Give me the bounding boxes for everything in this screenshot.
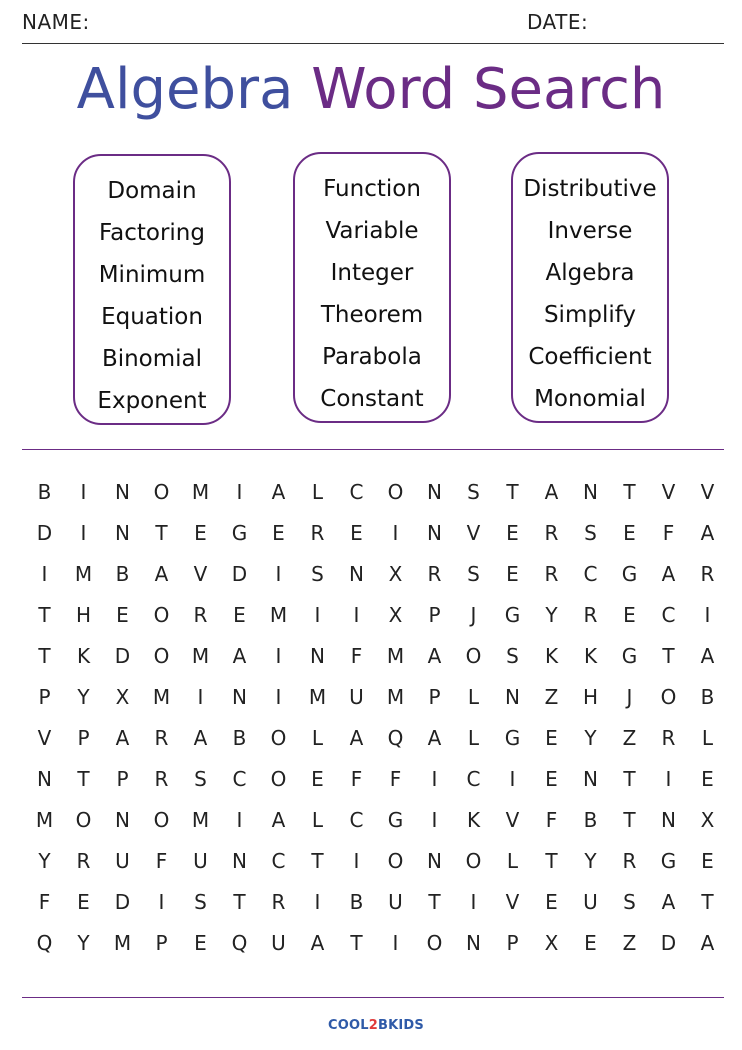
grid-cell[interactable]: N	[583, 766, 598, 791]
grid-cell[interactable]: E	[506, 561, 519, 586]
grid-cell[interactable]: A	[115, 725, 130, 750]
grid-cell[interactable]: P	[38, 684, 51, 709]
grid-cell[interactable]: L	[506, 848, 519, 873]
grid-row	[25, 922, 727, 963]
grid-cell[interactable]: D	[36, 520, 53, 545]
grid-cell[interactable]: D	[114, 889, 131, 914]
grid-cell[interactable]: X	[700, 807, 715, 832]
grid-cell[interactable]: S	[194, 766, 207, 791]
grid-cell[interactable]: M	[191, 807, 210, 832]
grid-cell[interactable]: F	[545, 807, 558, 832]
logo-text-2: 2	[368, 1018, 378, 1033]
grid-cell[interactable]: T	[623, 479, 636, 504]
grid-cell[interactable]: Q	[387, 725, 404, 750]
word-list-item: Equation	[101, 304, 203, 330]
grid-cell[interactable]: T	[77, 766, 90, 791]
grid-cell[interactable]: B	[232, 725, 247, 750]
grid-cell[interactable]: M	[152, 684, 171, 709]
grid-cell[interactable]: F	[350, 643, 363, 668]
grid-cell[interactable]: E	[116, 602, 129, 627]
grid-cell[interactable]: I	[236, 807, 243, 832]
grid-cell[interactable]: N	[349, 561, 364, 586]
grid-cell[interactable]: N	[505, 684, 520, 709]
grid-cell[interactable]: E	[194, 520, 207, 545]
grid-cell[interactable]: V	[193, 561, 208, 586]
grid-cell[interactable]: I	[665, 766, 672, 791]
word-list-item: Theorem	[320, 302, 424, 328]
grid-cell[interactable]: R	[622, 848, 637, 873]
grid-cell[interactable]: I	[80, 520, 87, 545]
grid-cell[interactable]: S	[311, 561, 324, 586]
word-list-column-2	[293, 152, 451, 423]
word-list-item: Exponent	[97, 388, 207, 414]
grid-cell[interactable]: L	[467, 684, 480, 709]
word-list-item: Variable	[325, 218, 419, 244]
grid-cell[interactable]: E	[545, 725, 558, 750]
grid-cell[interactable]: P	[116, 766, 129, 791]
header-row	[22, 10, 724, 40]
grid-cell[interactable]: M	[113, 930, 132, 955]
grid-row	[25, 717, 727, 758]
grid-cell[interactable]: P	[428, 602, 441, 627]
grid-cell[interactable]: T	[428, 889, 441, 914]
grid-cell[interactable]: N	[115, 479, 130, 504]
grid-cell[interactable]: G	[231, 520, 248, 545]
grid-cell[interactable]: A	[427, 643, 442, 668]
grid-cell[interactable]: O	[153, 643, 170, 668]
grid-cell[interactable]: P	[428, 684, 441, 709]
grid-cell[interactable]: C	[232, 766, 247, 791]
name-label: NAME:	[22, 10, 90, 34]
grid-row	[25, 676, 727, 717]
grid-cell[interactable]: Q	[231, 930, 248, 955]
site-logo	[328, 1018, 424, 1033]
grid-cell[interactable]: I	[431, 766, 438, 791]
grid-cell[interactable]: B	[115, 561, 130, 586]
grid-cell[interactable]: L	[311, 725, 324, 750]
grid-cell[interactable]: E	[311, 766, 324, 791]
grid-cell[interactable]: P	[77, 725, 90, 750]
grid-cell[interactable]: G	[504, 725, 521, 750]
grid-cell[interactable]: O	[660, 684, 677, 709]
grid-cell[interactable]: T	[38, 602, 51, 627]
grid-cell[interactable]: L	[701, 725, 714, 750]
grid-cell[interactable]: N	[232, 848, 247, 873]
grid-cell[interactable]: A	[349, 725, 364, 750]
grid-cell[interactable]: I	[392, 520, 399, 545]
grid-row	[25, 799, 727, 840]
grid-cell[interactable]: M	[386, 643, 405, 668]
grid-cell[interactable]: N	[427, 848, 442, 873]
grid-row	[25, 881, 727, 922]
grid-cell[interactable]: U	[115, 848, 130, 873]
grid-cell[interactable]: R	[310, 520, 325, 545]
grid-cell[interactable]: S	[506, 643, 519, 668]
grid-cell[interactable]: I	[314, 602, 321, 627]
grid-cell[interactable]: T	[311, 848, 324, 873]
grid-cell[interactable]: O	[153, 479, 170, 504]
grid-cell[interactable]: F	[350, 766, 363, 791]
grid-cell[interactable]: S	[467, 479, 480, 504]
grid-cell[interactable]: L	[311, 807, 324, 832]
grid-cell[interactable]: S	[623, 889, 636, 914]
grid-cell[interactable]: A	[700, 643, 715, 668]
word-list-item: Minimum	[98, 262, 206, 288]
grid-cell[interactable]: N	[466, 930, 481, 955]
grid-cell[interactable]: Y	[584, 848, 597, 873]
grid-cell[interactable]: Y	[584, 725, 597, 750]
grid-cell[interactable]: I	[509, 766, 516, 791]
grid-cell[interactable]: K	[544, 643, 559, 668]
grid-cell[interactable]: T	[662, 643, 675, 668]
grid-cell[interactable]: A	[427, 725, 442, 750]
grid-cell[interactable]: S	[584, 520, 597, 545]
grid-cell[interactable]: O	[387, 848, 404, 873]
grid-cell[interactable]: F	[389, 766, 402, 791]
date-label: DATE:	[527, 10, 589, 34]
grid-cell[interactable]: R	[583, 602, 598, 627]
grid-cell[interactable]: R	[544, 520, 559, 545]
grid-cell[interactable]: R	[661, 725, 676, 750]
word-list-item: Function	[323, 176, 421, 202]
grid-cell[interactable]: V	[505, 889, 520, 914]
grid-cell[interactable]: A	[154, 561, 169, 586]
grid-cell[interactable]: I	[275, 684, 282, 709]
grid-cell[interactable]: E	[350, 520, 363, 545]
grid-cell[interactable]: C	[661, 602, 676, 627]
word-list-item: Constant	[320, 386, 424, 412]
grid-cell[interactable]: F	[662, 520, 675, 545]
grid-cell[interactable]: K	[583, 643, 598, 668]
word-list-column-1	[73, 154, 231, 425]
word-list-item: Distributive	[523, 176, 657, 202]
grid-cell[interactable]: F	[38, 889, 51, 914]
grid-cell[interactable]: T	[623, 807, 636, 832]
grid-cell[interactable]: V	[661, 479, 676, 504]
grid-cell[interactable]: I	[80, 479, 87, 504]
grid-cell[interactable]: H	[75, 602, 92, 627]
grid-cell[interactable]: M	[191, 643, 210, 668]
divider-bottom	[22, 997, 724, 998]
grid-cell[interactable]: G	[504, 602, 521, 627]
page-title	[0, 52, 742, 128]
word-list-column-3	[511, 152, 669, 423]
grid-cell[interactable]: Q	[36, 930, 53, 955]
grid-cell[interactable]: H	[582, 684, 599, 709]
grid-cell[interactable]: O	[270, 766, 287, 791]
word-list-item: Monomial	[534, 386, 646, 412]
grid-cell[interactable]: I	[470, 889, 477, 914]
grid-cell[interactable]: B	[583, 807, 598, 832]
grid-cell[interactable]: D	[114, 643, 131, 668]
grid-cell[interactable]: N	[115, 520, 130, 545]
grid-cell[interactable]: J	[626, 684, 633, 709]
grid-cell[interactable]: O	[153, 602, 170, 627]
grid-cell[interactable]: I	[158, 889, 165, 914]
grid-cell[interactable]: A	[271, 479, 286, 504]
grid-cell[interactable]: T	[155, 520, 168, 545]
grid-cell[interactable]: E	[272, 520, 285, 545]
word-list-item: Domain	[107, 178, 197, 204]
grid-cell[interactable]: O	[270, 725, 287, 750]
grid-cell[interactable]: T	[545, 848, 558, 873]
grid-cell[interactable]: I	[704, 602, 711, 627]
grid-cell[interactable]: I	[197, 684, 204, 709]
grid-cell[interactable]: M	[35, 807, 54, 832]
grid-cell[interactable]: U	[271, 930, 286, 955]
grid-cell[interactable]: R	[76, 848, 91, 873]
word-list-item: Binomial	[101, 346, 203, 372]
grid-cell[interactable]: V	[700, 479, 715, 504]
word-list-item: Parabola	[322, 344, 422, 370]
title-part-algebra: Algebra	[76, 57, 294, 122]
grid-cell[interactable]: M	[269, 602, 288, 627]
header-underline	[22, 43, 724, 44]
grid-cell[interactable]: I	[353, 602, 360, 627]
grid-cell[interactable]: K	[76, 643, 91, 668]
grid-cell[interactable]: I	[275, 643, 282, 668]
grid-row	[25, 553, 727, 594]
grid-cell[interactable]: N	[310, 643, 325, 668]
grid-cell[interactable]: I	[41, 561, 48, 586]
grid-cell[interactable]: R	[544, 561, 559, 586]
grid-cell[interactable]: A	[193, 725, 208, 750]
grid-cell[interactable]: X	[544, 930, 559, 955]
grid-cell[interactable]: M	[308, 684, 327, 709]
grid-cell[interactable]: E	[194, 930, 207, 955]
grid-row	[25, 840, 727, 881]
grid-cell[interactable]: K	[466, 807, 481, 832]
grid-cell[interactable]: S	[467, 561, 480, 586]
grid-cell[interactable]: C	[349, 807, 364, 832]
grid-cell[interactable]: O	[387, 479, 404, 504]
grid-cell[interactable]: O	[465, 848, 482, 873]
grid-cell[interactable]: U	[193, 848, 208, 873]
grid-cell[interactable]: E	[77, 889, 90, 914]
grid-cell[interactable]: E	[623, 602, 636, 627]
grid-cell[interactable]: R	[700, 561, 715, 586]
grid-cell[interactable]: N	[232, 684, 247, 709]
letter-grid	[25, 471, 727, 963]
word-list-item: Factoring	[99, 220, 205, 246]
grid-row	[25, 512, 727, 553]
grid-cell[interactable]: R	[427, 561, 442, 586]
grid-cell[interactable]: I	[353, 848, 360, 873]
grid-cell[interactable]: R	[193, 602, 208, 627]
grid-cell[interactable]: Z	[622, 725, 637, 750]
grid-cell[interactable]: O	[153, 807, 170, 832]
grid-row	[25, 635, 727, 676]
grid-cell[interactable]: Y	[77, 930, 90, 955]
grid-cell[interactable]: I	[431, 807, 438, 832]
grid-row	[25, 758, 727, 799]
grid-cell[interactable]: M	[191, 479, 210, 504]
grid-cell[interactable]: N	[37, 766, 52, 791]
grid-cell[interactable]: D	[231, 561, 248, 586]
grid-cell[interactable]: O	[75, 807, 92, 832]
grid-cell[interactable]: E	[701, 766, 714, 791]
grid-cell[interactable]: E	[584, 930, 597, 955]
grid-cell[interactable]: B	[700, 684, 715, 709]
grid-cell[interactable]: L	[467, 725, 480, 750]
grid-cell[interactable]: U	[583, 889, 598, 914]
grid-cell[interactable]: M	[74, 561, 93, 586]
grid-cell[interactable]: F	[155, 848, 168, 873]
grid-cell[interactable]: I	[236, 479, 243, 504]
word-list-item: Simplify	[543, 302, 637, 328]
word-list-item: Inverse	[547, 218, 633, 244]
grid-cell[interactable]: V	[466, 520, 481, 545]
grid-cell[interactable]: Y	[545, 602, 558, 627]
grid-cell[interactable]: A	[271, 807, 286, 832]
grid-cell[interactable]: E	[545, 889, 558, 914]
grid-cell[interactable]: M	[386, 684, 405, 709]
grid-cell[interactable]: Y	[38, 848, 51, 873]
grid-cell[interactable]: T	[233, 889, 246, 914]
grid-cell[interactable]: R	[154, 725, 169, 750]
grid-cell[interactable]: A	[310, 930, 325, 955]
grid-cell[interactable]: L	[311, 479, 324, 504]
grid-cell[interactable]: G	[621, 643, 638, 668]
grid-cell[interactable]: A	[700, 930, 715, 955]
grid-cell[interactable]: X	[115, 684, 130, 709]
grid-cell[interactable]: E	[506, 520, 519, 545]
grid-cell[interactable]: V	[37, 725, 52, 750]
grid-cell[interactable]: U	[349, 684, 364, 709]
grid-cell[interactable]: R	[271, 889, 286, 914]
grid-cell[interactable]: C	[271, 848, 286, 873]
grid-cell[interactable]: I	[392, 930, 399, 955]
grid-cell[interactable]: T	[350, 930, 363, 955]
grid-row	[25, 471, 727, 512]
grid-cell[interactable]: S	[194, 889, 207, 914]
grid-cell[interactable]: E	[233, 602, 246, 627]
grid-cell[interactable]: G	[387, 807, 404, 832]
grid-cell[interactable]: R	[154, 766, 169, 791]
logo-text-bkids: BKIDS	[377, 1018, 424, 1033]
grid-cell[interactable]: N	[115, 807, 130, 832]
grid-cell[interactable]: V	[505, 807, 520, 832]
grid-cell[interactable]: U	[388, 889, 403, 914]
logo-text-cool: COOL	[328, 1018, 369, 1033]
grid-cell[interactable]: N	[661, 807, 676, 832]
title-part-word-search: Word Search	[311, 57, 666, 122]
grid-cell[interactable]: J	[470, 602, 477, 627]
divider-top	[22, 449, 724, 450]
grid-cell[interactable]: N	[583, 479, 598, 504]
grid-cell[interactable]: Z	[622, 930, 637, 955]
grid-cell[interactable]: O	[426, 930, 443, 955]
grid-cell[interactable]: T	[506, 479, 519, 504]
grid-cell[interactable]: C	[583, 561, 598, 586]
grid-cell[interactable]: I	[275, 561, 282, 586]
grid-cell[interactable]: P	[155, 930, 168, 955]
grid-cell[interactable]: G	[660, 848, 677, 873]
grid-cell[interactable]: T	[38, 643, 51, 668]
grid-cell[interactable]: T	[623, 766, 636, 791]
grid-cell[interactable]: X	[388, 602, 403, 627]
grid-cell[interactable]: A	[700, 520, 715, 545]
grid-cell[interactable]: I	[314, 889, 321, 914]
grid-cell[interactable]: X	[388, 561, 403, 586]
grid-cell[interactable]: A	[661, 889, 676, 914]
grid-cell[interactable]: O	[465, 643, 482, 668]
grid-cell[interactable]: A	[544, 479, 559, 504]
grid-cell[interactable]: G	[621, 561, 638, 586]
grid-cell[interactable]: A	[232, 643, 247, 668]
grid-cell[interactable]: E	[623, 520, 636, 545]
grid-cell[interactable]: D	[660, 930, 677, 955]
grid-cell[interactable]: C	[349, 479, 364, 504]
grid-cell[interactable]: B	[37, 479, 52, 504]
grid-cell[interactable]: A	[661, 561, 676, 586]
grid-cell[interactable]: T	[701, 889, 714, 914]
grid-row	[25, 594, 727, 635]
grid-cell[interactable]: E	[545, 766, 558, 791]
word-list-item: Algebra	[545, 260, 635, 286]
grid-cell[interactable]: Y	[77, 684, 90, 709]
grid-cell[interactable]: B	[349, 889, 364, 914]
grid-cell[interactable]: N	[427, 479, 442, 504]
grid-cell[interactable]: N	[427, 520, 442, 545]
word-list-item: Integer	[330, 260, 414, 286]
word-list-item: Coefficient	[528, 344, 652, 370]
grid-cell[interactable]: E	[701, 848, 714, 873]
grid-cell[interactable]: Z	[544, 684, 559, 709]
grid-cell[interactable]: C	[466, 766, 481, 791]
grid-cell[interactable]: P	[506, 930, 519, 955]
